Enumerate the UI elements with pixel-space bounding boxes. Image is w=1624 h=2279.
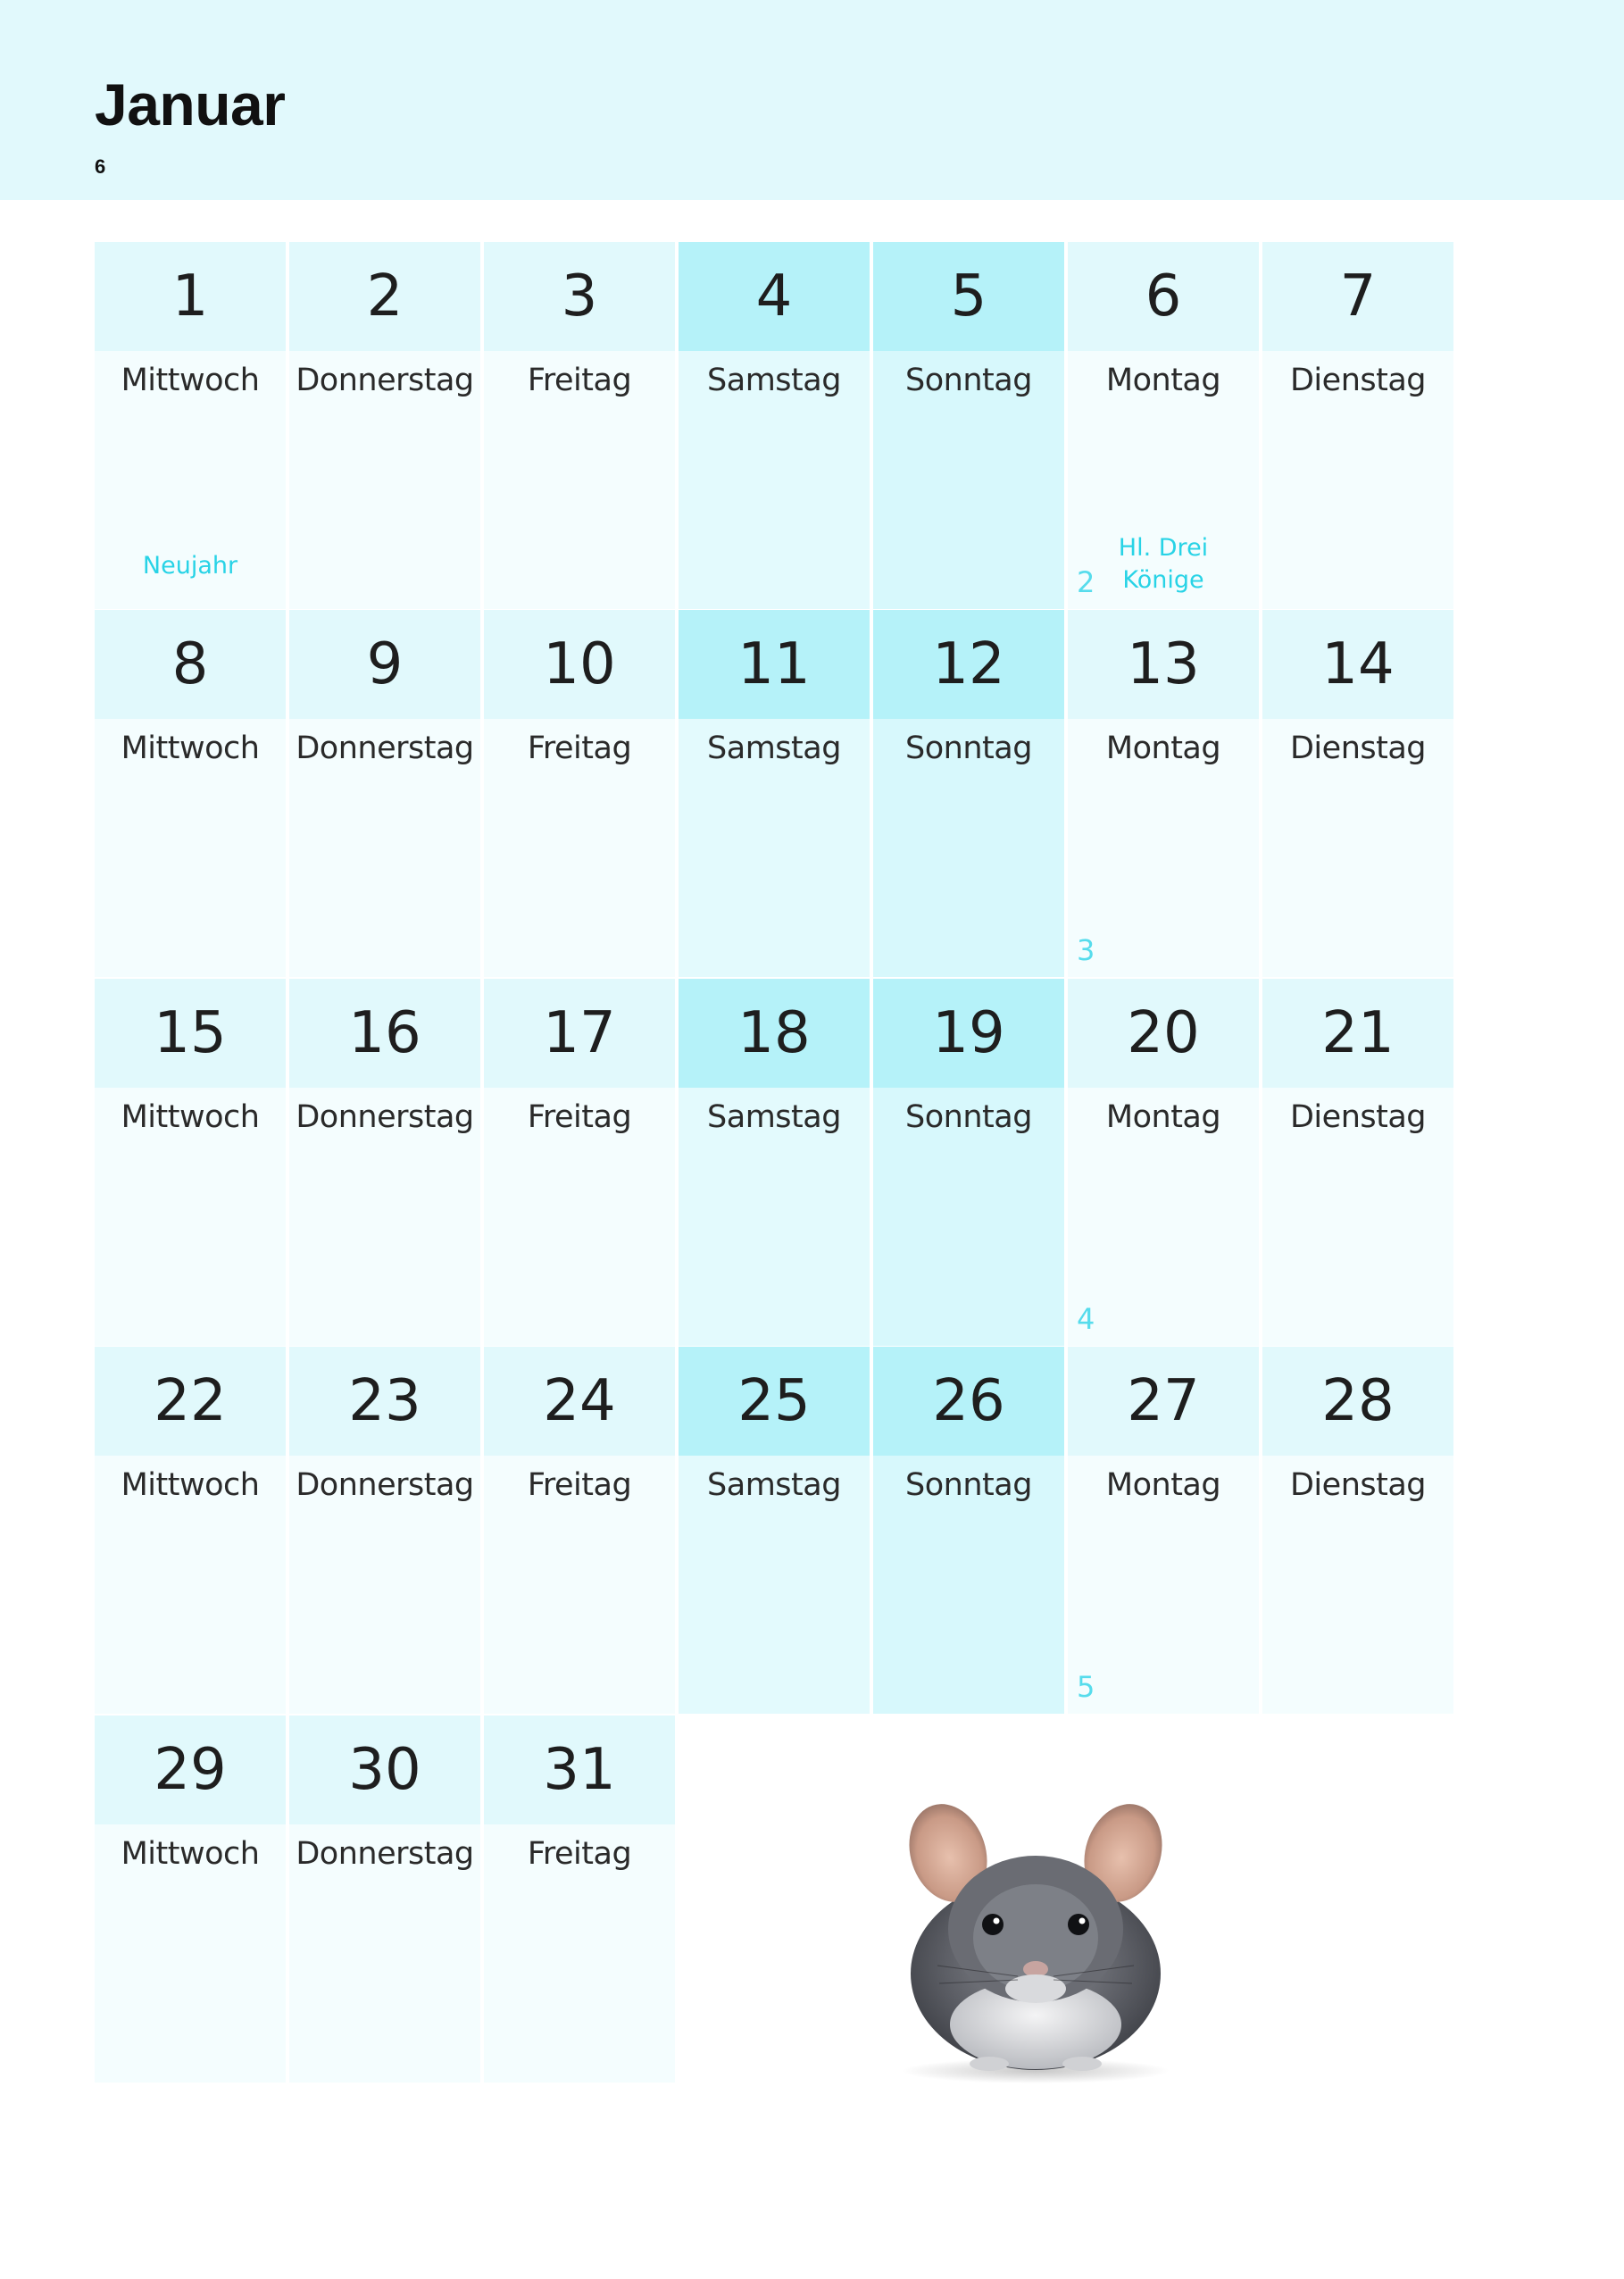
weekday-label: Samstag: [707, 363, 841, 398]
day-number: 20: [1068, 979, 1259, 1088]
day-number: 30: [289, 1716, 480, 1824]
weekday-label: Freitag: [527, 1836, 632, 1872]
weekday-label: Montag: [1105, 730, 1221, 766]
weekday-label: Mittwoch: [121, 1836, 260, 1872]
day-number: 24: [484, 1347, 675, 1456]
day-cell[interactable]: [873, 242, 1064, 609]
weekday-label: Donnerstag: [296, 363, 474, 398]
day-number: 8: [95, 610, 286, 719]
weekday-label: Donnerstag: [296, 1836, 474, 1872]
weekday-label: Mittwoch: [121, 1467, 260, 1503]
day-cell[interactable]: [1262, 1347, 1453, 1714]
weekday-label: Dienstag: [1289, 730, 1426, 766]
day-cell[interactable]: [289, 1716, 480, 2083]
weekday-label: Samstag: [707, 730, 841, 766]
day-number: 22: [95, 1347, 286, 1456]
weekday-label: Dienstag: [1289, 1099, 1426, 1135]
day-number: 9: [289, 610, 480, 719]
weekday-label: Samstag: [707, 1467, 841, 1503]
weekday-label: Sonntag: [905, 730, 1032, 766]
day-cell[interactable]: [1068, 242, 1259, 609]
day-cell[interactable]: [484, 242, 675, 609]
weekday-label: Dienstag: [1289, 1467, 1426, 1503]
day-number: 26: [873, 1347, 1064, 1456]
day-number: 6: [1068, 242, 1259, 351]
day-cell[interactable]: [289, 242, 480, 609]
weekday-label: Mittwoch: [121, 1099, 260, 1135]
day-number: 31: [484, 1716, 675, 1824]
weekday-label: Sonntag: [905, 1467, 1032, 1503]
holiday-label: Hl. Drei Könige: [1118, 534, 1209, 594]
weekday-label: Freitag: [527, 1467, 632, 1503]
day-cell[interactable]: [873, 610, 1064, 977]
day-cell[interactable]: [873, 979, 1064, 1346]
day-number: 2: [289, 242, 480, 351]
day-number: 7: [1262, 242, 1453, 351]
day-cell[interactable]: [1068, 979, 1259, 1346]
day-number: 4: [679, 242, 870, 351]
holiday-label: Neujahr: [142, 552, 238, 580]
weekday-label: Dienstag: [1289, 363, 1426, 398]
weekday-label: Montag: [1105, 1467, 1221, 1503]
week-number: 3: [1077, 933, 1095, 967]
month-title: Januar: [95, 71, 286, 138]
day-cell[interactable]: [1068, 610, 1259, 977]
day-number: 21: [1262, 979, 1453, 1088]
day-cell[interactable]: [95, 1716, 286, 2083]
day-number: 17: [484, 979, 675, 1088]
day-number: 11: [679, 610, 870, 719]
chinchilla-icon: [884, 1791, 1187, 2085]
weekday-label: Mittwoch: [121, 730, 260, 766]
page-number: 6: [95, 155, 106, 178]
weekday-label: Donnerstag: [296, 1467, 474, 1503]
week-number: 5: [1077, 1670, 1095, 1704]
weekday-label: Mittwoch: [121, 363, 260, 398]
weekday-label: Freitag: [527, 363, 632, 398]
weekday-label: Donnerstag: [296, 1099, 474, 1135]
weekday-label: Sonntag: [905, 363, 1032, 398]
day-number: 19: [873, 979, 1064, 1088]
weekday-label: Freitag: [527, 730, 632, 766]
day-cell[interactable]: [484, 1716, 675, 2083]
day-cell[interactable]: [484, 610, 675, 977]
day-cell[interactable]: [95, 610, 286, 977]
day-number: 25: [679, 1347, 870, 1456]
weekday-label: Freitag: [527, 1099, 632, 1135]
day-number: 27: [1068, 1347, 1259, 1456]
day-number: 29: [95, 1716, 286, 1824]
day-number: 5: [873, 242, 1064, 351]
day-cell[interactable]: [679, 242, 870, 609]
weekday-label: Samstag: [707, 1099, 841, 1135]
day-cell[interactable]: [679, 979, 870, 1346]
day-cell[interactable]: [873, 1347, 1064, 1714]
day-cell[interactable]: [1262, 979, 1453, 1346]
day-number: 15: [95, 979, 286, 1088]
day-cell[interactable]: [1068, 1347, 1259, 1714]
day-number: 3: [484, 242, 675, 351]
day-number: 1: [95, 242, 286, 351]
day-number: 13: [1068, 610, 1259, 719]
day-number: 23: [289, 1347, 480, 1456]
day-cell[interactable]: [95, 1347, 286, 1714]
day-number: 10: [484, 610, 675, 719]
day-number: 12: [873, 610, 1064, 719]
day-number: 28: [1262, 1347, 1453, 1456]
weekday-label: Montag: [1105, 1099, 1221, 1135]
weekday-label: Donnerstag: [296, 730, 474, 766]
weekday-label: Sonntag: [905, 1099, 1032, 1135]
week-number: 4: [1077, 1302, 1095, 1336]
day-number: 18: [679, 979, 870, 1088]
day-cell[interactable]: [484, 1347, 675, 1714]
day-cell[interactable]: [1262, 610, 1453, 977]
day-cell[interactable]: [679, 1347, 870, 1714]
day-cell[interactable]: [484, 979, 675, 1346]
day-number: 14: [1262, 610, 1453, 719]
day-cell[interactable]: [289, 610, 480, 977]
day-cell[interactable]: [289, 1347, 480, 1714]
day-cell[interactable]: [679, 610, 870, 977]
day-number: 16: [289, 979, 480, 1088]
week-number: 2: [1077, 565, 1095, 599]
day-cell[interactable]: [95, 979, 286, 1346]
weekday-label: Montag: [1105, 363, 1221, 398]
day-cell[interactable]: [1262, 242, 1453, 609]
day-cell[interactable]: [95, 242, 286, 609]
day-cell[interactable]: [289, 979, 480, 1346]
